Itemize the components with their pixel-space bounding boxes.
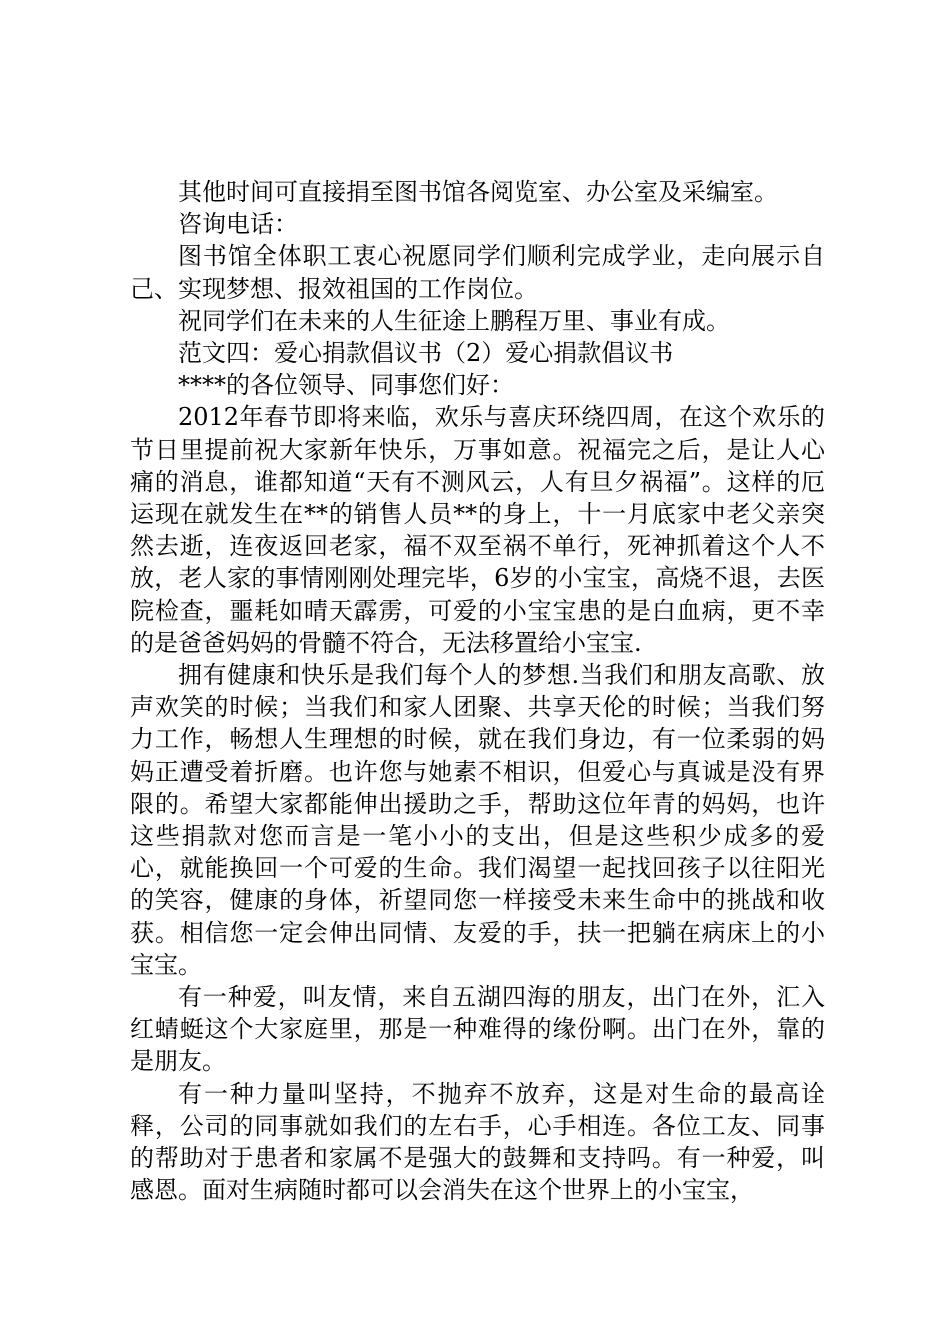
paragraph-health-happiness: 拥有健康和快乐是我们每个人的梦想.当我们和朋友高歌、放声欢笑的时候；当我们和家人团聚、共享天伦的时候；当我们努力工作，畅想人生理想的时候，就在我们身边，有一位柔弱的妈妈正遭受着折磨。也许您与她素不相识，但爱心与真诚是没有界限的。希望大家都能伸出援助之手，帮助这位年青的妈妈，也许这些捐款对您而言是一笔小小的支出，但是这些积少成多的爱心，就能换回一个可爱的生命。我们渴望一起找回孩子以往阳光的笑容，健康的身体，祈望同您一样接受未来生命中的挑战和收获。相信您一定会伸出同情、友爱的手，扶一把躺在病床上的小宝宝。 — [130, 661, 825, 979]
paragraph-section-heading: 范文四：爱心捐款倡议书（2）爱心捐款倡议书 — [178, 339, 674, 368]
paragraph-library-wishes: 图书馆全体职工衷心祝愿同学们顺利完成学业，走向展示自己、实现梦想、报效祖国的工作岗位。 — [130, 242, 825, 303]
paragraph-contact-phone: 咨询电话： — [178, 210, 298, 239]
document-body — [130, 176, 825, 1207]
paragraph-salutation: ****的各位领导、同事您们好： — [178, 371, 514, 400]
paragraph-spring-festival: 2012年春节即将来临，欢乐与喜庆环绕四周，在这个欢乐的节日里提前祝大家新年快乐，万事如意。祝福完之后，是让人心痛的消息，谁都知道“天有不测风云，人有旦夕祸福”。这样的厄运现在就发生在**的销售人员**的身上，十一月底家中老父亲突然去逝，连夜返回老家，福不双至祸不单行，死神抓着这个人不放，老人家的事情刚刚处理完毕，6岁的小宝宝，高烧不退，去医院检查，噩耗如晴天霹雳，可爱的小宝宝患的是白血病，更不幸的是爸爸妈妈的骨髓不符合，无法移置给小宝宝. — [130, 403, 825, 657]
paragraph-donation-location: 其他时间可直接捐至图书馆各阅览室、办公室及采编室。 — [178, 178, 778, 206]
paragraph-future-wishes: 祝同学们在未来的人生征途上鹏程万里、事业有成。 — [178, 306, 730, 335]
paragraph-friendship: 有一种爱，叫友情，来自五湖四海的朋友，出门在外，汇入红蜻蜓这个大家庭里，那是一种难得的缘份啊。出门在外，靠的是朋友。 — [130, 983, 825, 1076]
paragraph-persistence: 有一种力量叫坚持，不抛弃不放弃，这是对生命的最高诠释，公司的同事就如我们的左右手，心手相连。各位工友、同事的帮助对于患者和家属不是强大的鼓舞和支持吗。有一种爱，叫感恩。面对生病随时都可以会消失在这个世界上的小宝宝， — [130, 1079, 825, 1205]
